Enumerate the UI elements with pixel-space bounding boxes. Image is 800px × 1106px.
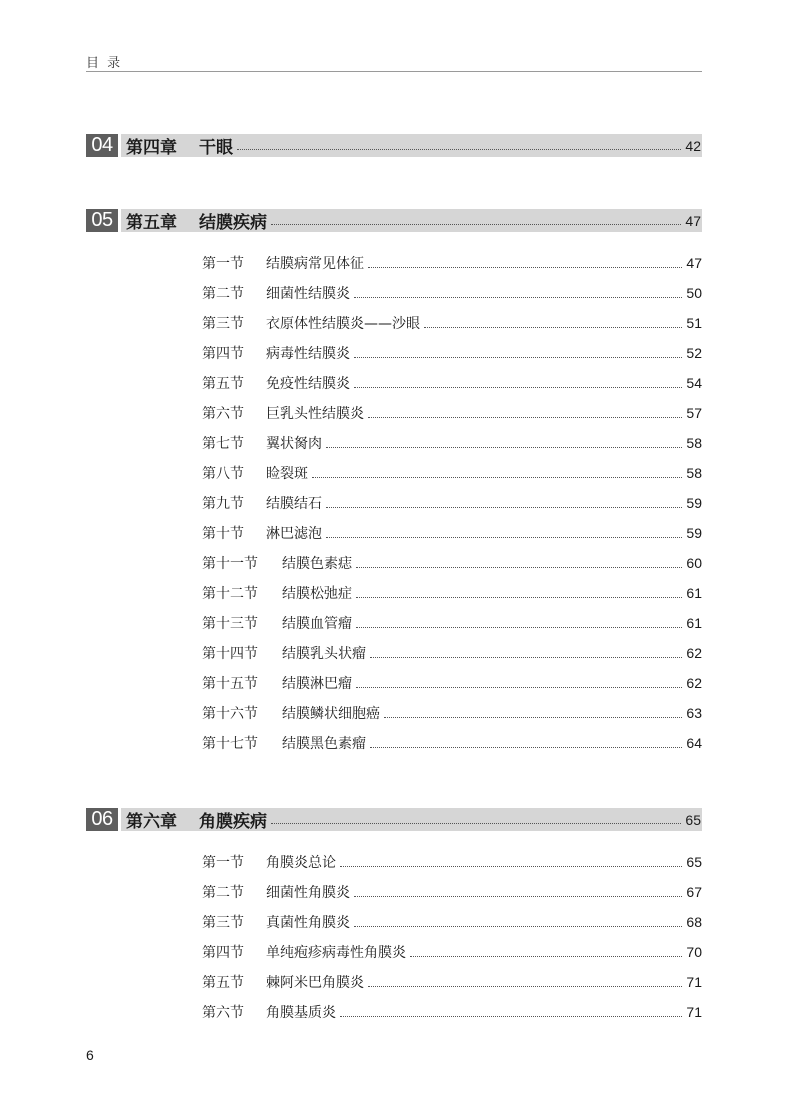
toc-section-entry[interactable] [202, 463, 702, 483]
section-title: 睑裂斑 [266, 466, 308, 482]
toc-section-entry[interactable] [202, 613, 702, 633]
section-title: 角膜炎总论 [266, 855, 336, 871]
chapter-label: 第六章 [126, 812, 177, 832]
leader-dots [340, 1016, 682, 1017]
section-label: 第六节 [202, 1005, 244, 1021]
chapter-title: 角膜疾病 [199, 812, 267, 832]
section-page-number: 59 [686, 525, 702, 541]
section-title: 细菌性结膜炎 [266, 286, 350, 302]
chapter-number-badge: 04 [86, 134, 118, 157]
section-title: 细菌性角膜炎 [266, 885, 350, 901]
section-title: 真菌性角膜炎 [266, 915, 350, 931]
section-page-number: 58 [686, 435, 702, 451]
section-title: 结膜结石 [266, 496, 322, 512]
section-page-number: 65 [686, 854, 702, 870]
section-page-number: 57 [686, 405, 702, 421]
toc-section-entry[interactable] [202, 1002, 702, 1022]
toc-section-entry[interactable] [202, 583, 702, 603]
chapter-label: 第五章 [126, 213, 177, 233]
toc-section-entry[interactable] [202, 942, 702, 962]
leader-dots [424, 327, 682, 328]
section-page-number: 62 [686, 675, 702, 691]
toc-section-entry[interactable] [202, 523, 702, 543]
toc-section-entry[interactable] [202, 673, 702, 693]
chapter-heading[interactable] [86, 808, 702, 831]
section-title: 角膜基质炎 [266, 1005, 336, 1021]
toc-section-entry[interactable] [202, 493, 702, 513]
toc-section-entry[interactable] [202, 313, 702, 333]
section-page-number: 50 [686, 285, 702, 301]
section-page-number: 52 [686, 345, 702, 361]
section-label: 第四节 [202, 945, 244, 961]
chapter-title-bar [121, 808, 702, 831]
chapter-label: 第四章 [126, 138, 177, 158]
section-title: 翼状胬肉 [266, 436, 322, 452]
toc-section-entry[interactable] [202, 403, 702, 423]
section-label: 第三节 [202, 316, 244, 332]
section-label: 第十四节 [202, 646, 258, 662]
section-label: 第十三节 [202, 616, 258, 632]
section-label: 第十二节 [202, 586, 258, 602]
toc-section-entry[interactable] [202, 343, 702, 363]
chapter-page-number: 42 [685, 137, 701, 154]
running-head: 目 录 [86, 56, 123, 71]
section-page-number: 61 [686, 615, 702, 631]
toc-section-entry[interactable] [202, 283, 702, 303]
section-page-number: 71 [686, 974, 702, 990]
section-label: 第一节 [202, 256, 244, 272]
section-page-number: 59 [686, 495, 702, 511]
section-page-number: 51 [686, 315, 702, 331]
leader-dots [354, 357, 682, 358]
section-page-number: 58 [686, 465, 702, 481]
header-rule [86, 71, 702, 72]
toc-section-entry[interactable] [202, 253, 702, 273]
toc-section-entry[interactable] [202, 972, 702, 992]
section-label: 第六节 [202, 406, 244, 422]
section-title: 棘阿米巴角膜炎 [266, 975, 364, 991]
leader-dots [326, 447, 682, 448]
toc-section-entry[interactable] [202, 703, 702, 723]
leader-dots [271, 823, 681, 824]
chapter-heading[interactable] [86, 209, 702, 232]
leader-dots [356, 627, 682, 628]
chapter-heading[interactable] [86, 134, 702, 157]
toc-section-entry[interactable] [202, 882, 702, 902]
section-label: 第十节 [202, 526, 244, 542]
section-page-number: 61 [686, 585, 702, 601]
section-title: 结膜鳞状细胞癌 [282, 706, 380, 722]
leader-dots [356, 597, 682, 598]
section-page-number: 70 [686, 944, 702, 960]
toc-section-entry[interactable] [202, 433, 702, 453]
leader-dots [326, 537, 682, 538]
section-label: 第五节 [202, 975, 244, 991]
section-title: 巨乳头性结膜炎 [266, 406, 364, 422]
section-label: 第八节 [202, 466, 244, 482]
chapter-title-bar [121, 134, 702, 157]
section-title: 结膜血管瘤 [282, 616, 352, 632]
chapter-title-bar [121, 209, 702, 232]
section-label: 第十五节 [202, 676, 258, 692]
section-title: 结膜黑色素瘤 [282, 736, 366, 752]
leader-dots [368, 267, 682, 268]
toc-section-entry[interactable] [202, 553, 702, 573]
section-page-number: 47 [686, 255, 702, 271]
section-title: 免疫性结膜炎 [266, 376, 350, 392]
leader-dots [356, 567, 682, 568]
leader-dots [410, 956, 682, 957]
section-title: 病毒性结膜炎 [266, 346, 350, 362]
chapter-number-badge: 06 [86, 808, 118, 831]
toc-section-entry[interactable] [202, 373, 702, 393]
chapter-page-number: 47 [685, 212, 701, 229]
section-title: 结膜松弛症 [282, 586, 352, 602]
section-label: 第七节 [202, 436, 244, 452]
section-label: 第十七节 [202, 736, 258, 752]
chapter-title: 干眼 [199, 138, 233, 158]
leader-dots [237, 149, 681, 150]
section-page-number: 71 [686, 1004, 702, 1020]
section-label: 第三节 [202, 915, 244, 931]
section-title: 结膜病常见体征 [266, 256, 364, 272]
chapter-number-badge: 05 [86, 209, 118, 232]
leader-dots [368, 986, 682, 987]
section-label: 第十一节 [202, 556, 258, 572]
leader-dots [340, 866, 682, 867]
leader-dots [370, 747, 682, 748]
section-label: 第四节 [202, 346, 244, 362]
leader-dots [271, 224, 681, 225]
leader-dots [312, 477, 682, 478]
section-page-number: 63 [686, 705, 702, 721]
section-label: 第一节 [202, 855, 244, 871]
leader-dots [368, 417, 682, 418]
section-page-number: 54 [686, 375, 702, 391]
toc-section-entry[interactable] [202, 643, 702, 663]
section-title: 结膜淋巴瘤 [282, 676, 352, 692]
section-label: 第二节 [202, 885, 244, 901]
leader-dots [326, 507, 682, 508]
leader-dots [384, 717, 682, 718]
section-page-number: 62 [686, 645, 702, 661]
section-title: 结膜色素痣 [282, 556, 352, 572]
section-title: 衣原体性结膜炎——沙眼 [266, 316, 420, 332]
section-page-number: 68 [686, 914, 702, 930]
section-page-number: 67 [686, 884, 702, 900]
page-number: 6 [86, 1047, 94, 1063]
section-label: 第九节 [202, 496, 244, 512]
section-title: 单纯疱疹病毒性角膜炎 [266, 945, 406, 961]
chapter-page-number: 65 [685, 811, 701, 828]
section-title: 结膜乳头状瘤 [282, 646, 366, 662]
leader-dots [354, 387, 682, 388]
section-page-number: 60 [686, 555, 702, 571]
toc-section-entry[interactable] [202, 912, 702, 932]
toc-section-entry[interactable] [202, 852, 702, 872]
leader-dots [370, 657, 682, 658]
section-page-number: 64 [686, 735, 702, 751]
leader-dots [356, 687, 682, 688]
leader-dots [354, 297, 682, 298]
section-title: 淋巴滤泡 [266, 526, 322, 542]
section-label: 第二节 [202, 286, 244, 302]
toc-section-entry[interactable] [202, 733, 702, 753]
section-label: 第十六节 [202, 706, 258, 722]
section-label: 第五节 [202, 376, 244, 392]
leader-dots [354, 926, 682, 927]
chapter-title: 结膜疾病 [199, 213, 267, 233]
leader-dots [354, 896, 682, 897]
